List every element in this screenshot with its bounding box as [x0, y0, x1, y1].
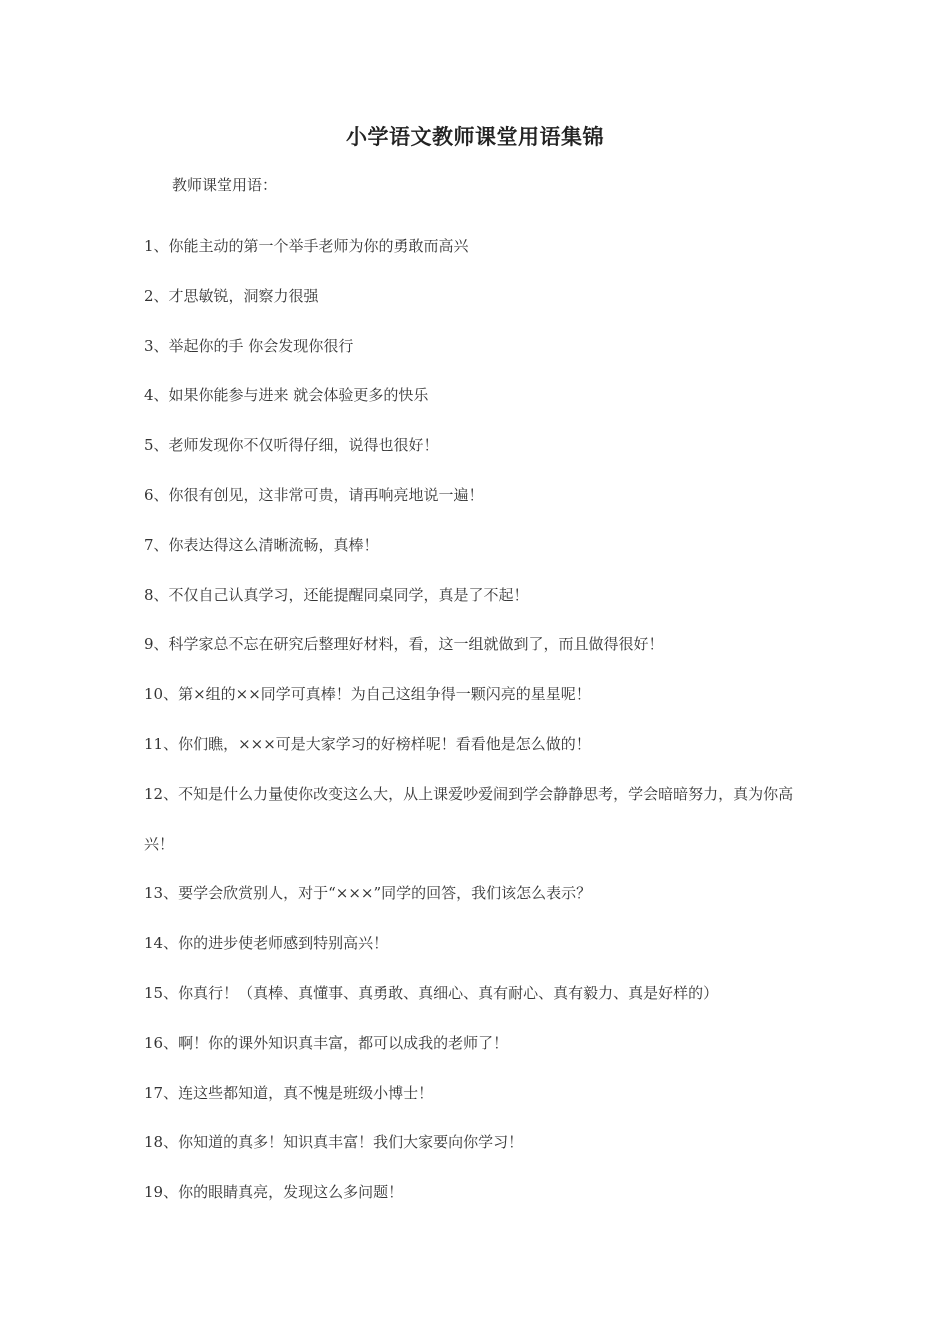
list-item: 13、要学会欣赏别人，对于“×××”同学的回答，我们该怎么表示？ — [144, 884, 592, 903]
list-item: 15、你真行！（真棒、真懂事、真勇敢、真细心、真有耐心、真有毅力、真是好样的） — [144, 983, 719, 1002]
list-item: 7、你表达得这么清晰流畅，真棒！ — [144, 535, 379, 554]
list-item: 4、如果你能参与进来 就会体验更多的快乐 — [144, 386, 429, 405]
list-item: 10、第×组的××同学可真棒！为自己这组争得一颗闪亮的星星呢！ — [144, 685, 591, 704]
list-item: 3、举起你的手 你会发现你很行 — [144, 336, 354, 355]
list-item: 14、你的进步使老师感到特别高兴！ — [144, 934, 389, 953]
document-subtitle: 教师课堂用语： — [172, 176, 278, 194]
list-item: 18、你知道的真多！知识真丰富！我们大家要向你学习！ — [144, 1133, 524, 1152]
list-item: 11、你们瞧，×××可是大家学习的好榜样呢！看看他是怎么做的！ — [144, 734, 591, 753]
list-item: 5、老师发现你不仅听得仔细，说得也很好！ — [144, 436, 439, 455]
list-item: 9、科学家总不忘在研究后整理好材料，看，这一组就做到了，而且做得很好！ — [144, 635, 664, 654]
list-item: 1、你能主动的第一个举手老师为你的勇敢而高兴 — [144, 237, 469, 255]
list-item: 12、不知是什么力量使你改变这么大，从上课爱吵爱闹到学会静静思考，学会暗暗努力，真为你高兴！ — [144, 784, 794, 853]
phrase-list — [144, 222, 814, 1218]
list-item: 6、你很有创见，这非常可贵，请再响亮地说一遍！ — [144, 485, 484, 504]
list-item: 8、不仅自己认真学习，还能提醒同桌同学，真是了不起！ — [144, 585, 529, 604]
list-item: 19、你的眼睛真亮，发现这么多问题！ — [144, 1183, 404, 1202]
list-item: 16、啊！你的课外知识真丰富，都可以成我的老师了！ — [144, 1033, 509, 1052]
list-item: 2、才思敏锐，洞察力很强 — [144, 286, 319, 305]
list-item: 17、连这些都知道，真不愧是班级小博士！ — [144, 1083, 434, 1102]
document-title: 小学语文教师课堂用语集锦 — [346, 124, 604, 149]
